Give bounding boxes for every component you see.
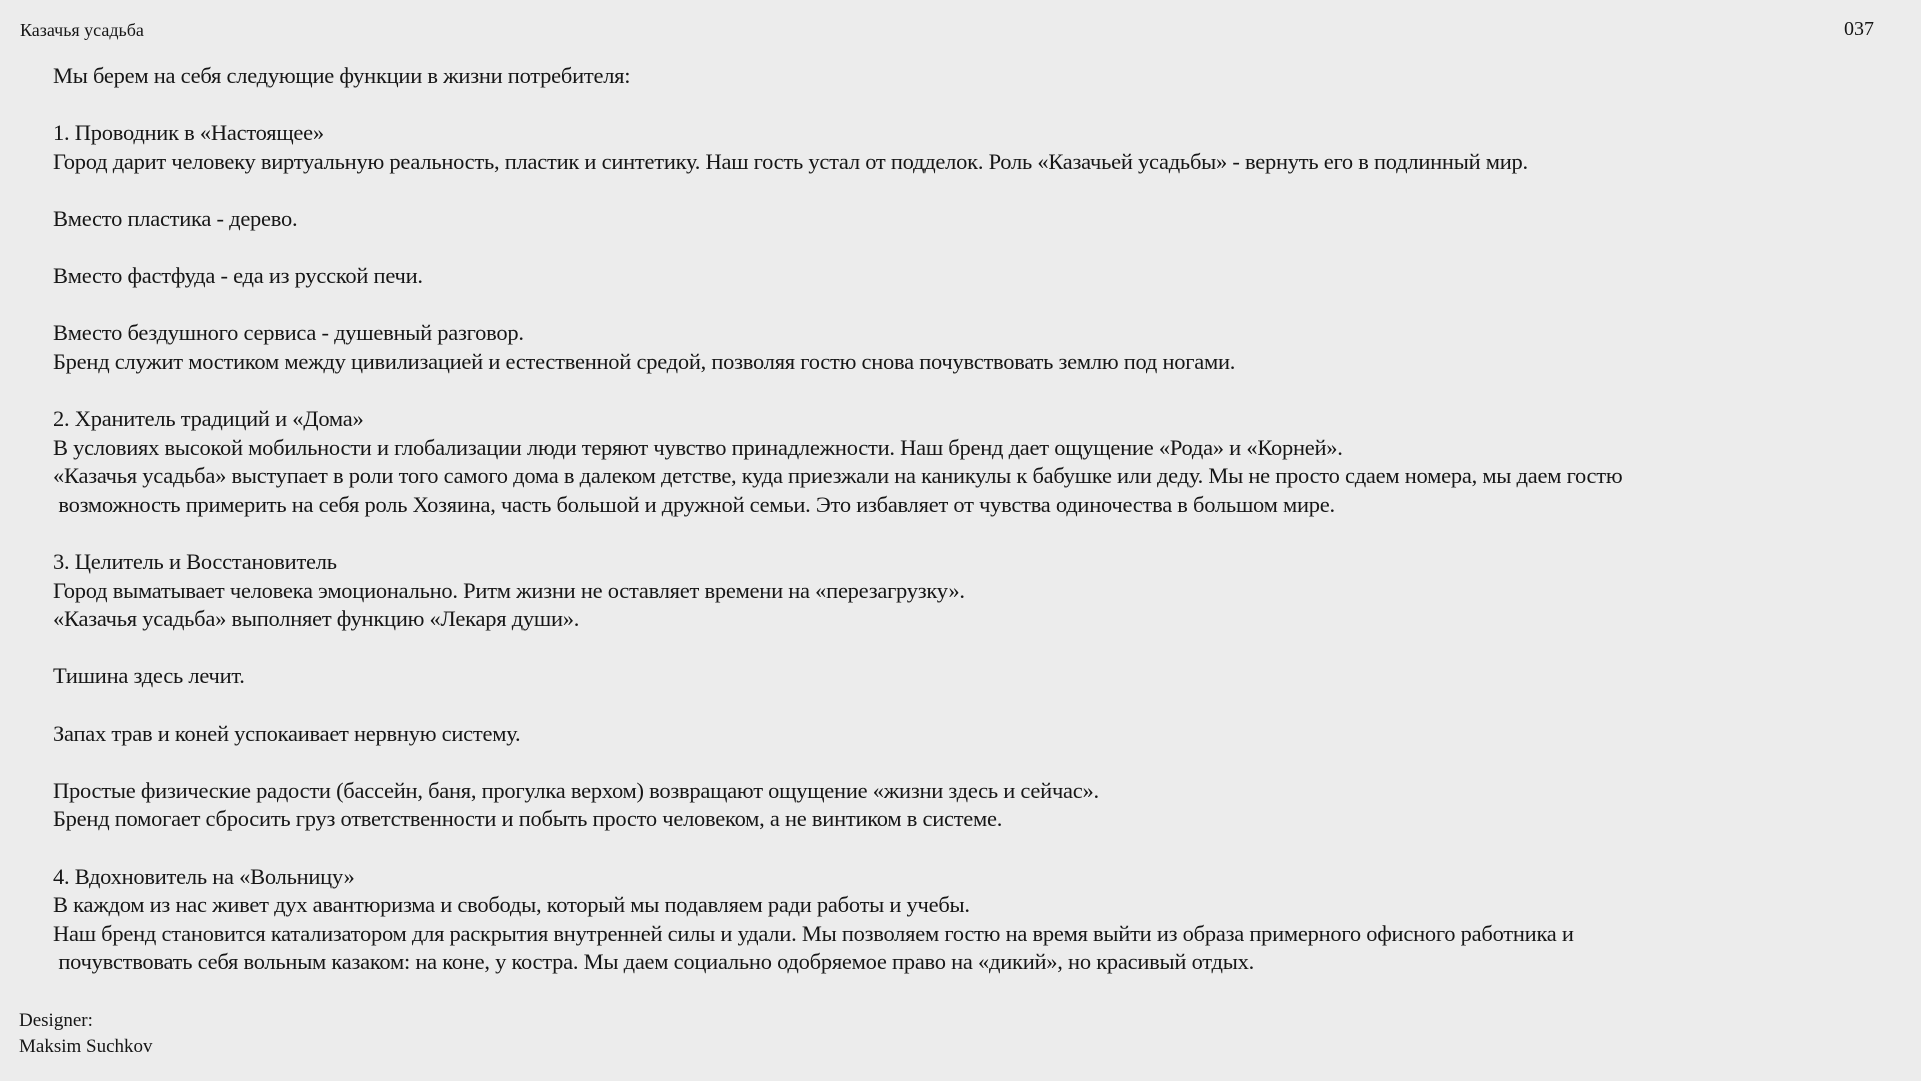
document-body [53,62,1873,977]
point-line: Тишина здесь лечит. [53,663,245,689]
intro-text: Мы берем на себя следующие функции в жизни потребителя: [53,63,631,88]
paragraph-line: возможность примерить на себя роль Хозяина, часть большой и дружной семьи. Это избавляет от чувства одиночества в большом мире. [53,491,1335,517]
point-line: Вместо фастфуда - еда из русской печи. [53,263,423,289]
paragraph-line: Бренд помогает сбросить груз ответственности и побыть просто человеком, а не винтиком в системе. [53,806,1003,832]
paragraph-line: «Казачья усадьба» выступает в роли того самого дома в далеком детстве, куда приезжали на каникулы к бабушке или деду. Мы не просто сдаем номера, мы даем гостю [53,463,1623,489]
section-heading: 4. Вдохновитель на «Вольницу» [53,863,355,889]
paragraph-line: Город выматывает человека эмоционально. Ритм жизни не оставляет времени на «перезагрузку». [53,577,965,603]
paragraph-line: В условиях высокой мобильности и глобализации люди теряют чувство принадлежности. Наш бренд дает ощущение «Рода» и «Корней». [53,434,1343,460]
section-heading: 3. Целитель и Восстановитель [53,549,337,575]
paragraph-line: В каждом из нас живет дух авантюризма и свободы, который мы подавляем ради работы и учебы. [53,892,970,918]
designer-name: Maksim Suchkov [19,1036,153,1057]
point-line: Запах трав и коней успокаивает нервную систему. [53,720,521,746]
point-line: Простые физические радости (бассейн, баня, прогулка верхом) возвращают ощущение «жизни здесь и сейчас». [53,777,1099,803]
document-title: Казачья усадьба [20,20,144,40]
point-line: Вместо бездушного сервиса - душевный разговор. [53,320,524,346]
section-heading: 1. Проводник в «Настоящее» [53,120,324,146]
paragraph-line: Город дарит человеку виртуальную реальность, пластик и синтетику. Наш гость устал от подделок. Роль «Казачьей усадьбы» - вернуть его в подлинный мир. [53,148,1528,174]
paragraph-line: почувствовать себя вольным казаком: на коне, у костра. Мы даем социально одобряемое право на «дикий», но красивый отдых. [53,949,1254,975]
section-heading: 2. Хранитель традиций и «Дома» [53,406,364,432]
page-number: 037 [1844,18,1874,40]
point-line: Вместо пластика - дерево. [53,205,298,231]
paragraph-line: «Казачья усадьба» выполняет функцию «Лекаря души». [53,606,580,632]
designer-credits [19,1008,153,1060]
paragraph-line: Наш бренд становится катализатором для раскрытия внутренней силы и удали. Мы позволяем гостю на время выйти из образа примерного офисного работника и [53,920,1574,946]
paragraph-line: Бренд служит мостиком между цивилизацией и естественной средой, позволяя гостю снова почувствовать землю под ногами. [53,348,1236,374]
designer-label: Designer: [19,1010,93,1031]
